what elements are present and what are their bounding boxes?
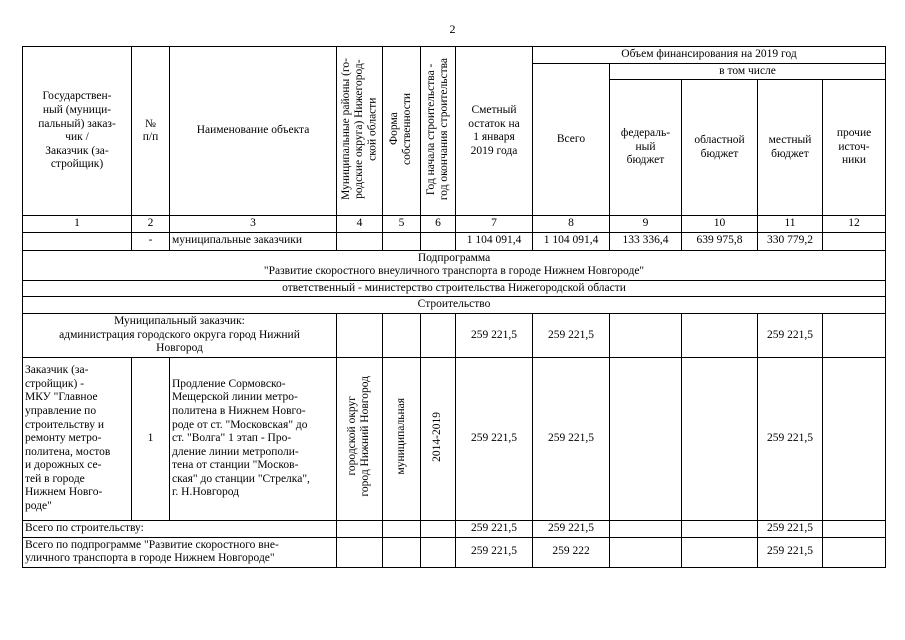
header-other: прочие источ- ники: [823, 80, 886, 216]
total-construction-estimate: 259 221,5: [456, 520, 533, 537]
total-subprogram-estimate: 259 221,5: [456, 537, 533, 567]
subprogram-title: Подпрограмма "Развитие скоростного внеуличного транспорта в городе Нижнем Новгороде": [23, 250, 886, 280]
table-row-object: [23, 357, 886, 520]
header-federal: федераль- ный бюджет: [610, 80, 682, 216]
col-number: 2: [132, 216, 170, 233]
header-years-cell: [421, 47, 456, 216]
customer-estimate: 259 221,5: [456, 313, 533, 357]
col-number: 8: [533, 216, 610, 233]
col-number: 11: [758, 216, 823, 233]
table-row-municipal: [23, 232, 886, 250]
customer-label: Муниципальный заказчик: администрация городского округа город Нижний Новгород: [23, 313, 337, 357]
header-object-name: Наименование объекта: [170, 47, 337, 216]
header-regional: областной бюджет: [682, 80, 758, 216]
page-number: 2: [449, 22, 456, 36]
col-number: 3: [170, 216, 337, 233]
object-ownership-cell: [383, 357, 421, 520]
col-number: 7: [456, 216, 533, 233]
object-estimate: 259 221,5: [456, 357, 533, 520]
total-construction-total: 259 221,5: [533, 520, 610, 537]
table-row-total-construction: [23, 520, 886, 537]
object-customer: Заказчик (за- стройщик) - МКУ "Главное управление по строительству и ремонту метро- политена, мостов и дорожных се- тей в городе Нижнем Новго- роде": [23, 357, 132, 520]
object-name: Продление Сормовско- Мещерской линии метро- политена в Нижнем Новго- роде от ст. "Московская" до ст. "Волга" 1 этап - Про- дление линии метрополи- тена от станции "Москов- ская" до станции "Стрелка", г. Н.Новгород: [170, 357, 337, 520]
header-including: в том числе: [610, 63, 886, 80]
header-total: Всего: [533, 63, 610, 216]
header-districts: Муниципальные районы (го- родские округа) Нижегород- ской области: [339, 57, 379, 200]
object-years-cell: [421, 357, 456, 520]
col-number: 5: [383, 216, 421, 233]
object-num: 1: [132, 357, 170, 520]
col-number: 12: [823, 216, 886, 233]
header-districts-cell: [337, 47, 383, 216]
muni-name: муниципальные заказчики: [170, 232, 337, 250]
header-estimate: Сметный остаток на 1 января 2019 года: [456, 47, 533, 216]
header-num: № п/п: [132, 47, 170, 216]
muni-federal: 133 336,4: [610, 232, 682, 250]
total-construction-label: Всего по строительству:: [23, 520, 337, 537]
object-district: городской округ город Нижний Новгород: [346, 376, 372, 497]
responsible-line: ответственный - министерство строительства Нижегородской области: [23, 280, 886, 297]
header-ownership-cell: [383, 47, 421, 216]
header-ownership: Форма собственности: [388, 92, 414, 165]
financing-table: [22, 46, 886, 568]
object-district-cell: [337, 357, 383, 520]
header-local: местный бюджет: [758, 80, 823, 216]
customer-local: 259 221,5: [758, 313, 823, 357]
object-years: 2014-2019: [431, 411, 444, 462]
col-number: 6: [421, 216, 456, 233]
total-subprogram-label: Всего по подпрограмме "Развитие скоростного вне- уличного транспорта в городе Нижнем Новгороде": [23, 537, 337, 567]
total-construction-local: 259 221,5: [758, 520, 823, 537]
header-funding: Объем финансирования на 2019 год: [533, 47, 886, 64]
col-number: 10: [682, 216, 758, 233]
col-number: 4: [337, 216, 383, 233]
table-row-customer: [23, 313, 886, 357]
header-years: Год начала строительства - год окончания строительства: [424, 57, 450, 200]
object-local: 259 221,5: [758, 357, 823, 520]
muni-estimate: 1 104 091,4: [456, 232, 533, 250]
header-customer: Государствен- ный (муници- пальный) заказ- чик / Заказчик (за- стройщик): [23, 47, 132, 216]
muni-total: 1 104 091,4: [533, 232, 610, 250]
object-total: 259 221,5: [533, 357, 610, 520]
col-number: 9: [610, 216, 682, 233]
muni-num: -: [132, 232, 170, 250]
construction-heading: Строительство: [23, 297, 886, 314]
total-subprogram-total: 259 222: [533, 537, 610, 567]
customer-total: 259 221,5: [533, 313, 610, 357]
table-row-total-subprogram: [23, 537, 886, 567]
muni-regional: 639 975,8: [682, 232, 758, 250]
muni-local: 330 779,2: [758, 232, 823, 250]
object-ownership: муниципальная: [394, 398, 407, 475]
col-number: 1: [23, 216, 132, 233]
total-subprogram-local: 259 221,5: [758, 537, 823, 567]
